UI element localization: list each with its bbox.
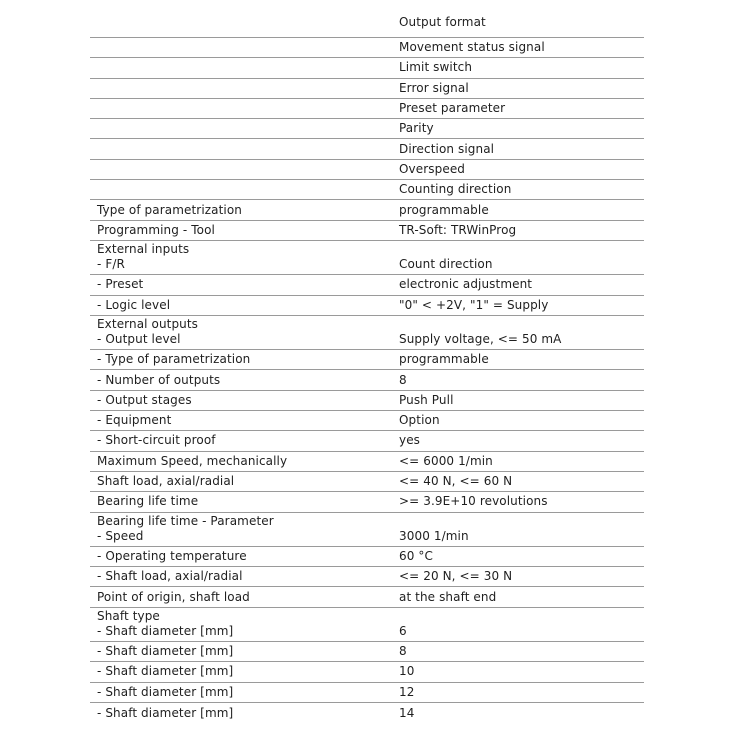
table-row — [90, 275, 644, 295]
spec-value: 8 — [399, 644, 407, 659]
spec-label: - Shaft diameter [mm] — [97, 644, 234, 659]
spec-label-cell — [90, 277, 395, 292]
spec-value: Count direction — [399, 257, 493, 272]
spec-label: - Operating temperature — [97, 548, 247, 563]
spec-value: Error signal — [399, 80, 469, 95]
spec-value: electronic adjustment — [399, 277, 533, 292]
spec-value: Overspeed — [399, 161, 466, 176]
table-row — [90, 119, 644, 139]
spec-value: Preset parameter — [399, 101, 506, 116]
spec-label-cell — [90, 242, 395, 272]
spec-value: <= 6000 1/min — [399, 453, 493, 468]
table-row — [90, 139, 644, 159]
group-heading: External outputs — [97, 317, 199, 332]
spec-value: programmable — [399, 202, 489, 217]
spec-label: - F/R — [97, 257, 125, 272]
table-row — [90, 160, 644, 180]
table-row — [90, 683, 644, 703]
spec-label: - Logic level — [97, 297, 171, 312]
spec-label: Type of parametrization — [97, 202, 242, 217]
table-row — [90, 316, 644, 350]
spec-value: Direction signal — [399, 141, 495, 156]
spec-value: >= 3.9E+10 revolutions — [399, 494, 548, 509]
spec-value: Counting direction — [399, 182, 512, 197]
spec-value: Option — [399, 413, 440, 428]
spec-value: "0" < +2V, "1" = Supply — [399, 297, 549, 312]
table-row — [90, 221, 644, 241]
table-row — [90, 99, 644, 119]
spec-label-cell — [90, 706, 395, 721]
spec-value: 6 — [399, 624, 407, 639]
spec-label-cell — [90, 685, 395, 700]
spec-label-cell — [90, 454, 395, 469]
spec-label: - Output stages — [97, 392, 192, 407]
table-row — [90, 431, 644, 451]
spec-label-cell — [90, 393, 395, 408]
spec-label: Bearing life time — [97, 494, 199, 509]
spec-label: - Short-circuit proof — [97, 433, 216, 448]
spec-label: - Shaft diameter [mm] — [97, 705, 234, 720]
spec-value: yes — [399, 433, 421, 448]
spec-value: 14 — [399, 705, 415, 720]
spec-value: at the shaft end — [399, 589, 497, 604]
spec-label: - Shaft load, axial/radial — [97, 569, 243, 584]
spec-label-cell — [90, 609, 395, 639]
spec-label: - Equipment — [97, 413, 172, 428]
spec-label-cell — [90, 373, 395, 388]
spec-label-cell — [90, 298, 395, 313]
spec-value: Push Pull — [399, 392, 454, 407]
group-heading: Shaft type — [97, 609, 160, 624]
spec-value: 10 — [399, 664, 415, 679]
spec-value: programmable — [399, 352, 489, 367]
spec-label: - Preset — [97, 277, 144, 292]
spec-label-cell — [90, 223, 395, 238]
spec-label: - Shaft diameter [mm] — [97, 684, 234, 699]
table-row — [90, 79, 644, 99]
table-row — [90, 58, 644, 78]
spec-label: Point of origin, shaft load — [97, 589, 250, 604]
table-row — [90, 567, 644, 587]
spec-label: - Type of parametrization — [97, 352, 251, 367]
spec-value: 3000 1/min — [399, 528, 469, 543]
table-row — [90, 200, 644, 220]
spec-value: Parity — [399, 121, 434, 136]
table-row — [90, 513, 644, 547]
table-row — [90, 703, 644, 723]
table-row — [90, 241, 644, 275]
spec-label: Shaft load, axial/radial — [97, 474, 235, 489]
spec-label-cell — [90, 494, 395, 509]
table-row — [90, 296, 644, 316]
table-row — [90, 662, 644, 682]
table-header-row — [90, 8, 644, 38]
spec-value: <= 20 N, <= 30 N — [399, 569, 513, 584]
spec-value: 8 — [399, 372, 407, 387]
spec-label-cell — [90, 203, 395, 218]
spec-label: - Shaft diameter [mm] — [97, 664, 234, 679]
table-row — [90, 472, 644, 492]
table-title: Output format — [399, 15, 486, 29]
spec-label-cell — [90, 474, 395, 489]
spec-value: 12 — [399, 684, 415, 699]
spec-label: Maximum Speed, mechanically — [97, 453, 288, 468]
spec-label: - Number of outputs — [97, 372, 221, 387]
table-row — [90, 180, 644, 200]
table-row — [90, 370, 644, 390]
spec-label: - Speed — [97, 528, 144, 543]
table-row — [90, 547, 644, 567]
table-body — [90, 38, 644, 723]
spec-label-cell — [90, 514, 395, 544]
spec-label-cell — [90, 317, 395, 347]
spec-label-cell — [90, 549, 395, 564]
spec-label-cell — [90, 433, 395, 448]
group-heading: Bearing life time - Parameter — [97, 513, 274, 528]
spec-label-cell — [90, 352, 395, 367]
spec-label-cell — [90, 413, 395, 428]
spec-value: 60 °C — [399, 548, 433, 563]
spec-value: Limit switch — [399, 60, 473, 75]
table-row — [90, 391, 644, 411]
spec-label-cell — [90, 569, 395, 584]
spec-value: <= 40 N, <= 60 N — [399, 474, 513, 489]
table-row — [90, 587, 644, 607]
table-row — [90, 350, 644, 370]
table-row — [90, 38, 644, 58]
table-row — [90, 411, 644, 431]
spec-label: - Output level — [97, 332, 181, 347]
table-row — [90, 492, 644, 512]
spec-value: TR-Soft: TRWinProg — [399, 222, 517, 237]
spec-value: Supply voltage, <= 50 mA — [399, 332, 562, 347]
spec-label-cell — [90, 664, 395, 679]
table-row — [90, 608, 644, 642]
spec-label-cell — [90, 644, 395, 659]
table-row — [90, 452, 644, 472]
spec-value: Movement status signal — [399, 40, 545, 55]
spec-label: Programming - Tool — [97, 222, 215, 237]
spec-label-cell — [90, 590, 395, 605]
spec-table — [90, 8, 644, 723]
group-heading: External inputs — [97, 242, 190, 257]
table-row — [90, 642, 644, 662]
spec-label: - Shaft diameter [mm] — [97, 624, 234, 639]
